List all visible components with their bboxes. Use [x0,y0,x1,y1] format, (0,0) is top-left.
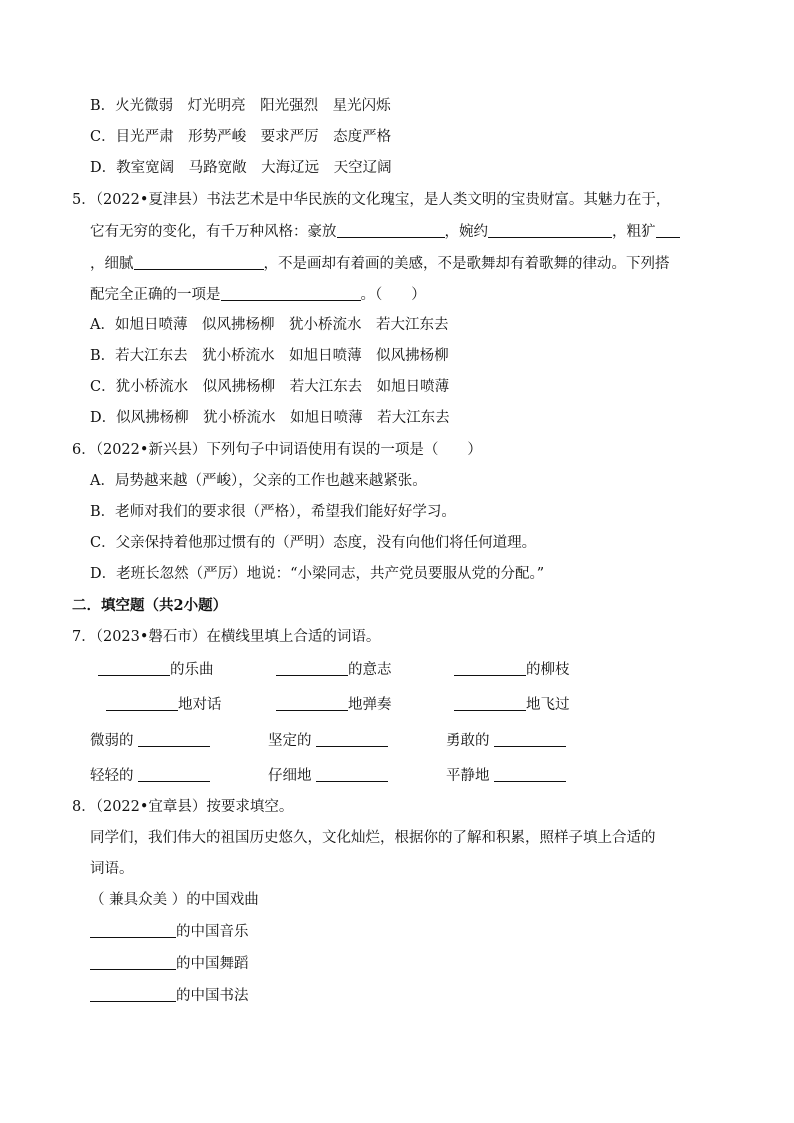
q7-item [446,730,566,751]
q5-option-c: C．犹小桥流水 似风拂杨柳 若大江东去 如旭日喷薄 [90,379,450,395]
q8-intro-line1: 同学们，我们伟大的祖国历史悠久，文化灿烂，根据你的了解和积累，照样子填上合适的 [90,830,656,846]
q7-item [90,765,210,786]
q6-option-c: C．父亲保持着他那过惯有的（严明）态度，没有向他们将任何道理。 [90,535,537,551]
fill-blank[interactable] [276,659,348,676]
blank-haofang[interactable] [337,221,445,238]
q4-option-c: C．目光严肃 形势严峻 要求严厉 态度严格 [90,129,392,145]
section-heading: 二．填空题（共2小题） [72,597,228,614]
fill-blank[interactable] [454,659,526,676]
blank-answer[interactable] [221,284,361,301]
q7-item [90,730,210,751]
q7-item-text: 坚定的 [268,733,312,749]
q7-item [276,694,392,715]
q7-item [98,659,214,680]
q7-item [268,765,388,786]
q7-item-text: 地弹奏 [348,697,392,713]
q7-item-text: 的意志 [348,662,392,678]
q7-item [454,694,570,715]
fill-blank[interactable] [90,953,176,970]
q5-option-b: B．若大江东去 犹小桥流水 如旭日喷薄 似风拂杨柳 [90,348,449,364]
q5-text: ，细腻 [90,256,134,272]
q5-text: ，婉约 [444,224,488,240]
fill-blank[interactable] [98,659,170,676]
q7-item [106,694,222,715]
q6-stem: 6．（2022•新兴县）下列句子中词语使用有误的一项是（ ） [72,442,482,458]
fill-blank[interactable] [90,985,176,1002]
q7-item-text: 地对话 [178,697,222,713]
q8-stem: 8．（2022•宜章县）按要求填空。 [72,799,294,815]
q5-stem-line1: 5．（2022•夏津县）书法艺术是中华民族的文化瑰宝，是人类文明的宝贵财富。其魅力在于， [72,192,671,208]
q5-option-a: A．如旭日喷薄 似风拂杨柳 犹小桥流水 若大江东去 [90,317,449,333]
q8-item [90,953,249,974]
blank-wanyue[interactable] [488,221,612,238]
fill-blank[interactable] [494,730,566,747]
q7-item-text: 微弱的 [90,733,134,749]
q5-text: ，不是画却有着画的美感，不是歌舞却有着歌舞的律动。下列搭 [263,256,670,272]
q5-stem-line2 [90,221,680,242]
q8-item-text: 的中国舞蹈 [176,956,249,972]
q8-item-text: 的中国书法 [176,988,249,1004]
q7-item [446,765,566,786]
fill-blank[interactable] [316,765,388,782]
blank-xini[interactable] [134,253,264,270]
q7-item-text: 勇敢的 [446,733,490,749]
q7-item-text: 地飞过 [526,697,570,713]
q8-item-text: 的中国音乐 [176,924,249,940]
q8-item [90,921,249,942]
q7-item-text: 平静地 [446,768,490,784]
q6-option-d: D．老班长忽然（严厉）地说：“小梁同志，共产党员要服从党的分配。” [90,566,545,582]
fill-blank[interactable] [106,694,178,711]
q7-item-text: 仔细地 [268,768,312,784]
q7-item [276,659,392,680]
q8-intro-line2: 词语。 [90,861,134,877]
fill-blank[interactable] [494,765,566,782]
q8-item [90,985,249,1006]
q5-text: 它有无穷的变化，有千万种风格：豪放 [90,224,337,240]
fill-blank[interactable] [316,730,388,747]
q6-option-a: A．局势越来越（严峻），父亲的工作也越来越紧张。 [90,473,427,489]
q7-item-text: 的柳枝 [526,662,570,678]
fill-blank[interactable] [90,921,176,938]
q7-item-text: 的乐曲 [170,662,214,678]
fill-blank[interactable] [138,730,210,747]
blank-cuguang[interactable] [656,221,680,238]
q7-item [268,730,388,751]
q5-stem-line3 [90,253,670,274]
q6-option-b: B．老师对我们的要求很（严格），希望我们能好好学习。 [90,504,456,520]
q7-item-text: 轻轻的 [90,768,134,784]
q5-text: 。（ ） [360,287,426,303]
q7-stem: 7．（2023•磐石市）在横线里填上合适的词语。 [72,629,381,645]
q5-text: ，粗犷 [612,224,656,240]
q4-option-d: D．教室宽阔 马路宽敞 大海辽远 天空辽阔 [90,160,392,176]
fill-blank[interactable] [276,694,348,711]
q7-item [454,659,570,680]
fill-blank[interactable] [454,694,526,711]
q8-example: （ 兼具众美 ）的中国戏曲 [90,892,259,908]
q5-text: 配完全正确的一项是 [90,287,221,303]
q5-stem-line4 [90,284,426,305]
q5-option-d: D．似风拂杨柳 犹小桥流水 如旭日喷薄 若大江东去 [90,410,450,426]
fill-blank[interactable] [138,765,210,782]
q4-option-b: B．火光微弱 灯光明亮 阳光强烈 星光闪烁 [90,98,391,114]
